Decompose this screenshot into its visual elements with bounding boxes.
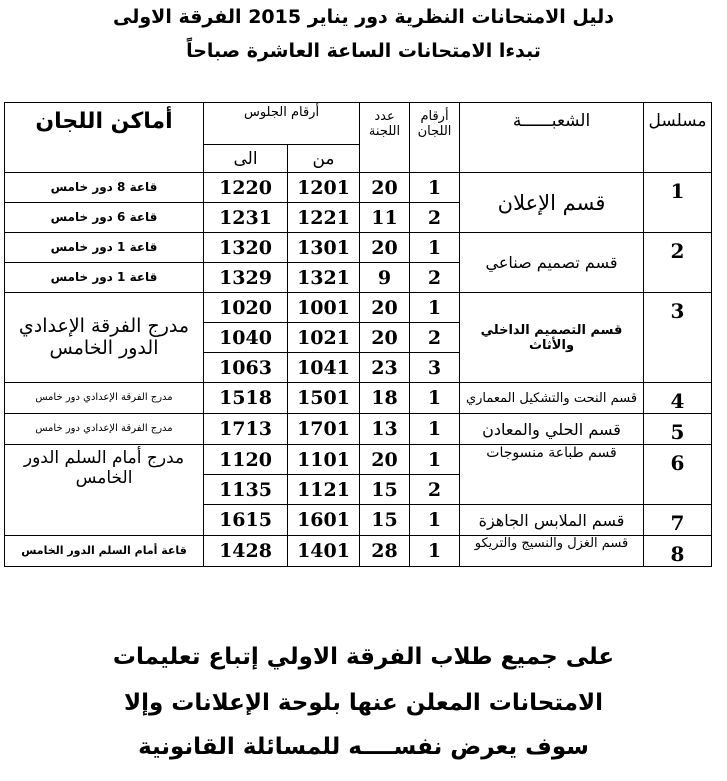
count-cell: 11: [360, 203, 410, 233]
table-row: [5, 293, 712, 323]
to-cell: 1040: [204, 323, 288, 353]
to-cell: 1320: [204, 233, 288, 263]
col-committee-count: عدد اللجنة: [360, 103, 410, 173]
from-cell: 1701: [288, 414, 360, 445]
count-cell: 20: [360, 323, 410, 353]
exam-schedule-table: [4, 102, 712, 567]
notice-line: على جميع طلاب الفرقة الاولي إتباع تعليمات: [112, 644, 615, 670]
division-cell: قسم الغزل والنسيج والتريكو: [460, 536, 644, 567]
from-cell: 1021: [288, 323, 360, 353]
committee-cell: 1: [410, 536, 460, 567]
count-cell: 18: [360, 383, 410, 414]
committee-cell: 2: [410, 203, 460, 233]
to-cell: 1615: [204, 505, 288, 536]
from-cell: 1401: [288, 536, 360, 567]
to-cell: 1020: [204, 293, 288, 323]
serial-cell: 7: [644, 505, 712, 536]
table-row: [5, 233, 712, 263]
from-cell: 1101: [288, 445, 360, 475]
col-division: الشعبــــــة: [460, 103, 644, 173]
committee-cell: 1: [410, 445, 460, 475]
division-cell: قسم طباعة منسوجات: [460, 445, 644, 505]
from-cell: 1201: [288, 173, 360, 203]
table-row: [5, 383, 712, 414]
table-row: [5, 445, 712, 475]
to-cell: 1135: [204, 475, 288, 505]
committee-cell: 3: [410, 353, 460, 383]
count-cell: 15: [360, 505, 410, 536]
count-cell: 23: [360, 353, 410, 383]
place-cell: قاعة 1 دور خامس: [5, 263, 204, 293]
committee-cell: 1: [410, 414, 460, 445]
place-cell: مدرج أمام السلم الدور الخامس: [5, 445, 204, 536]
serial-cell: 6: [644, 445, 712, 505]
to-cell: 1231: [204, 203, 288, 233]
committee-cell: 2: [410, 475, 460, 505]
place-cell: قاعة 6 دور خامس: [5, 203, 204, 233]
to-cell: 1063: [204, 353, 288, 383]
from-cell: 1121: [288, 475, 360, 505]
committee-cell: 1: [410, 233, 460, 263]
place-cell: مدرج الفرقة الإعدادي دور خامس: [5, 383, 204, 414]
col-serial: مسلسل: [644, 103, 712, 173]
table-row: [5, 536, 712, 567]
count-cell: 13: [360, 414, 410, 445]
serial-cell: 3: [644, 293, 712, 383]
place-cell: مدرج الفرقة الإعدادي دور خامس: [5, 414, 204, 445]
from-cell: 1001: [288, 293, 360, 323]
table-row: [5, 173, 712, 203]
count-cell: 9: [360, 263, 410, 293]
serial-cell: 2: [644, 233, 712, 293]
to-cell: 1329: [204, 263, 288, 293]
committee-cell: 2: [410, 323, 460, 353]
place-cell: قاعة 8 دور خامس: [5, 173, 204, 203]
committee-cell: 1: [410, 173, 460, 203]
page-subtitle: تبدءا الامتحانات الساعة العاشرة صباحاً: [186, 40, 541, 62]
from-cell: 1041: [288, 353, 360, 383]
division-cell: قسم تصميم صناعي: [460, 233, 644, 293]
division-cell: قسم النحت والتشكيل المعماري: [460, 383, 644, 414]
division-cell: قسم الحلي والمعادن: [460, 414, 644, 445]
committee-cell: 1: [410, 505, 460, 536]
serial-cell: 1: [644, 173, 712, 233]
from-cell: 1221: [288, 203, 360, 233]
page-title: دليل الامتحانات النظرية دور يناير 2015 الفرقة الاولى: [113, 6, 614, 28]
serial-cell: 5: [644, 414, 712, 445]
place-cell: قاعة 1 دور خامس: [5, 233, 204, 263]
to-cell: 1220: [204, 173, 288, 203]
to-cell: 1518: [204, 383, 288, 414]
division-cell: قسم الإعلان: [460, 173, 644, 233]
col-to: الى: [204, 145, 288, 173]
place-cell: قاعة أمام السلم الدور الخامس: [5, 536, 204, 567]
from-cell: 1301: [288, 233, 360, 263]
col-committee-numbers: أرقام اللجان: [410, 103, 460, 173]
count-cell: 20: [360, 293, 410, 323]
division-cell: قسم التصميم الداخلي والأثاث: [460, 293, 644, 383]
notice-line: سوف يعرض نفســــه للمسائلة القانونية: [138, 734, 589, 760]
serial-cell: 8: [644, 536, 712, 567]
col-places: أماكن اللجان: [5, 103, 204, 173]
to-cell: 1713: [204, 414, 288, 445]
to-cell: 1120: [204, 445, 288, 475]
to-cell: 1428: [204, 536, 288, 567]
committee-cell: 1: [410, 383, 460, 414]
from-cell: 1601: [288, 505, 360, 536]
count-cell: 20: [360, 173, 410, 203]
col-seat-numbers: أرقام الجلوس: [204, 103, 360, 145]
serial-cell: 4: [644, 383, 712, 414]
from-cell: 1501: [288, 383, 360, 414]
division-cell: قسم الملابس الجاهزة: [460, 505, 644, 536]
count-cell: 20: [360, 445, 410, 475]
table-row: [5, 414, 712, 445]
place-cell: مدرج الفرقة الإعدادي الدور الخامس: [5, 293, 204, 383]
committee-cell: 1: [410, 293, 460, 323]
notice-line: الامتحانات المعلن عنها بلوحة الإعلانات وإلا: [123, 690, 604, 716]
col-from: من: [288, 145, 360, 173]
from-cell: 1321: [288, 263, 360, 293]
count-cell: 15: [360, 475, 410, 505]
count-cell: 20: [360, 233, 410, 263]
committee-cell: 2: [410, 263, 460, 293]
count-cell: 28: [360, 536, 410, 567]
